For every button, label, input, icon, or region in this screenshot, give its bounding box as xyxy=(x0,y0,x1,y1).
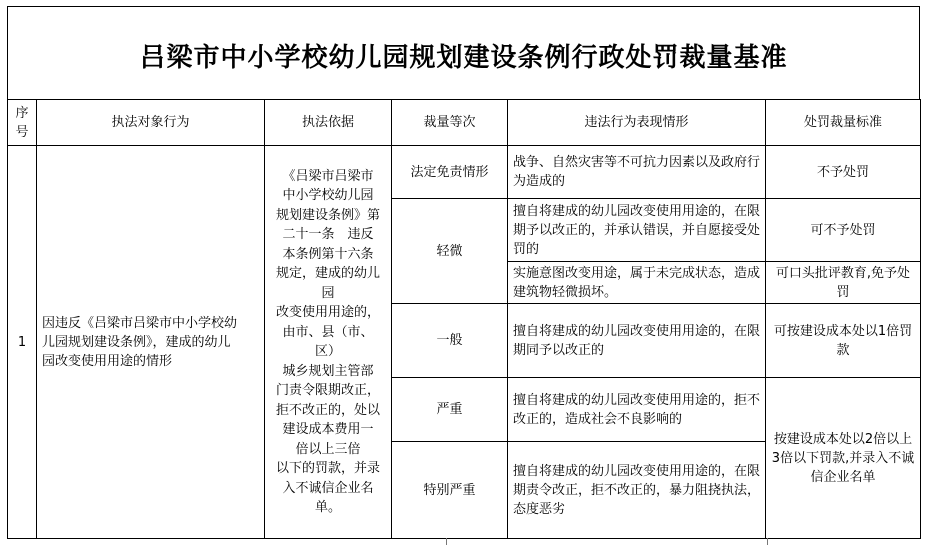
header-standard: 处罚裁量标准 xyxy=(766,100,921,146)
seq-cell: 1 xyxy=(8,146,37,539)
standard-cell: 按建设成本处以2倍以上3倍以下罚款,并录入不诚信企业名单 xyxy=(766,378,921,539)
standard-cell: 不予处罚 xyxy=(766,146,921,199)
header-situation: 违法行为表现情形 xyxy=(508,100,766,146)
situation-cell: 擅自将建成的幼儿园改变使用用途的，在限期责令改正，拒不改正的，暴力阻挠执法，态度恶劣 xyxy=(508,442,766,539)
page-title: 吕梁市中小学校幼儿园规划建设条例行政处罚裁量基准 xyxy=(139,43,788,73)
header-row xyxy=(8,100,921,146)
situation-cell: 实施意图改变用途，属于未完成状态，造成建筑物轻微损坏。 xyxy=(508,262,766,304)
situation-cell: 擅自将建成的幼儿园改变使用用途的，拒不改正的，造成社会不良影响的 xyxy=(508,378,766,442)
title-box xyxy=(7,6,920,100)
header-seq: 序 号 xyxy=(8,100,37,146)
situation-cell: 擅自将建成的幼儿园改变使用用途的，在限期同予以改正的 xyxy=(508,304,766,378)
column-marker xyxy=(446,538,447,545)
table-row xyxy=(8,146,921,199)
basis-cell: 《吕梁市吕梁市 中小学校幼儿园 规划建设条例》第 二十一条 违反 本条例第十六条 规定，建成的幼儿 园 改变使用用途的， 由市、县（市、区） 城乡规划主管部 门责令限期改正， 拒不改正的，处以 建设成本费用一 倍以上三倍 以下的罚款，并录 入不诚信企业名 单。 xyxy=(265,146,392,539)
situation-cell: 战争、自然灾害等不可抗力因素以及政府行为造成的 xyxy=(508,146,766,199)
level-cell: 一般 xyxy=(392,304,508,378)
header-basis: 执法依据 xyxy=(265,100,392,146)
situation-cell: 擅自将建成的幼儿园改变使用用途的，在限期予以改正的，并承认错误，并自愿接受处罚的 xyxy=(508,199,766,262)
level-cell: 特别严重 xyxy=(392,442,508,539)
level-cell: 严重 xyxy=(392,378,508,442)
level-cell: 法定免责情形 xyxy=(392,146,508,199)
standard-cell: 可按建设成本处以1倍罚款 xyxy=(766,304,921,378)
target-cell: 因违反《吕梁市吕梁市中小学校幼 儿园规划建设条例》，建成的幼儿 园改变使用用途的情形 xyxy=(37,146,265,539)
penalty-table xyxy=(7,99,921,539)
column-marker xyxy=(767,538,768,545)
standard-cell: 可口头批评教育,免予处罚 xyxy=(766,262,921,304)
level-cell: 轻微 xyxy=(392,199,508,304)
header-level: 裁量等次 xyxy=(392,100,508,146)
header-target: 执法对象行为 xyxy=(37,100,265,146)
standard-cell: 可不予处罚 xyxy=(766,199,921,262)
